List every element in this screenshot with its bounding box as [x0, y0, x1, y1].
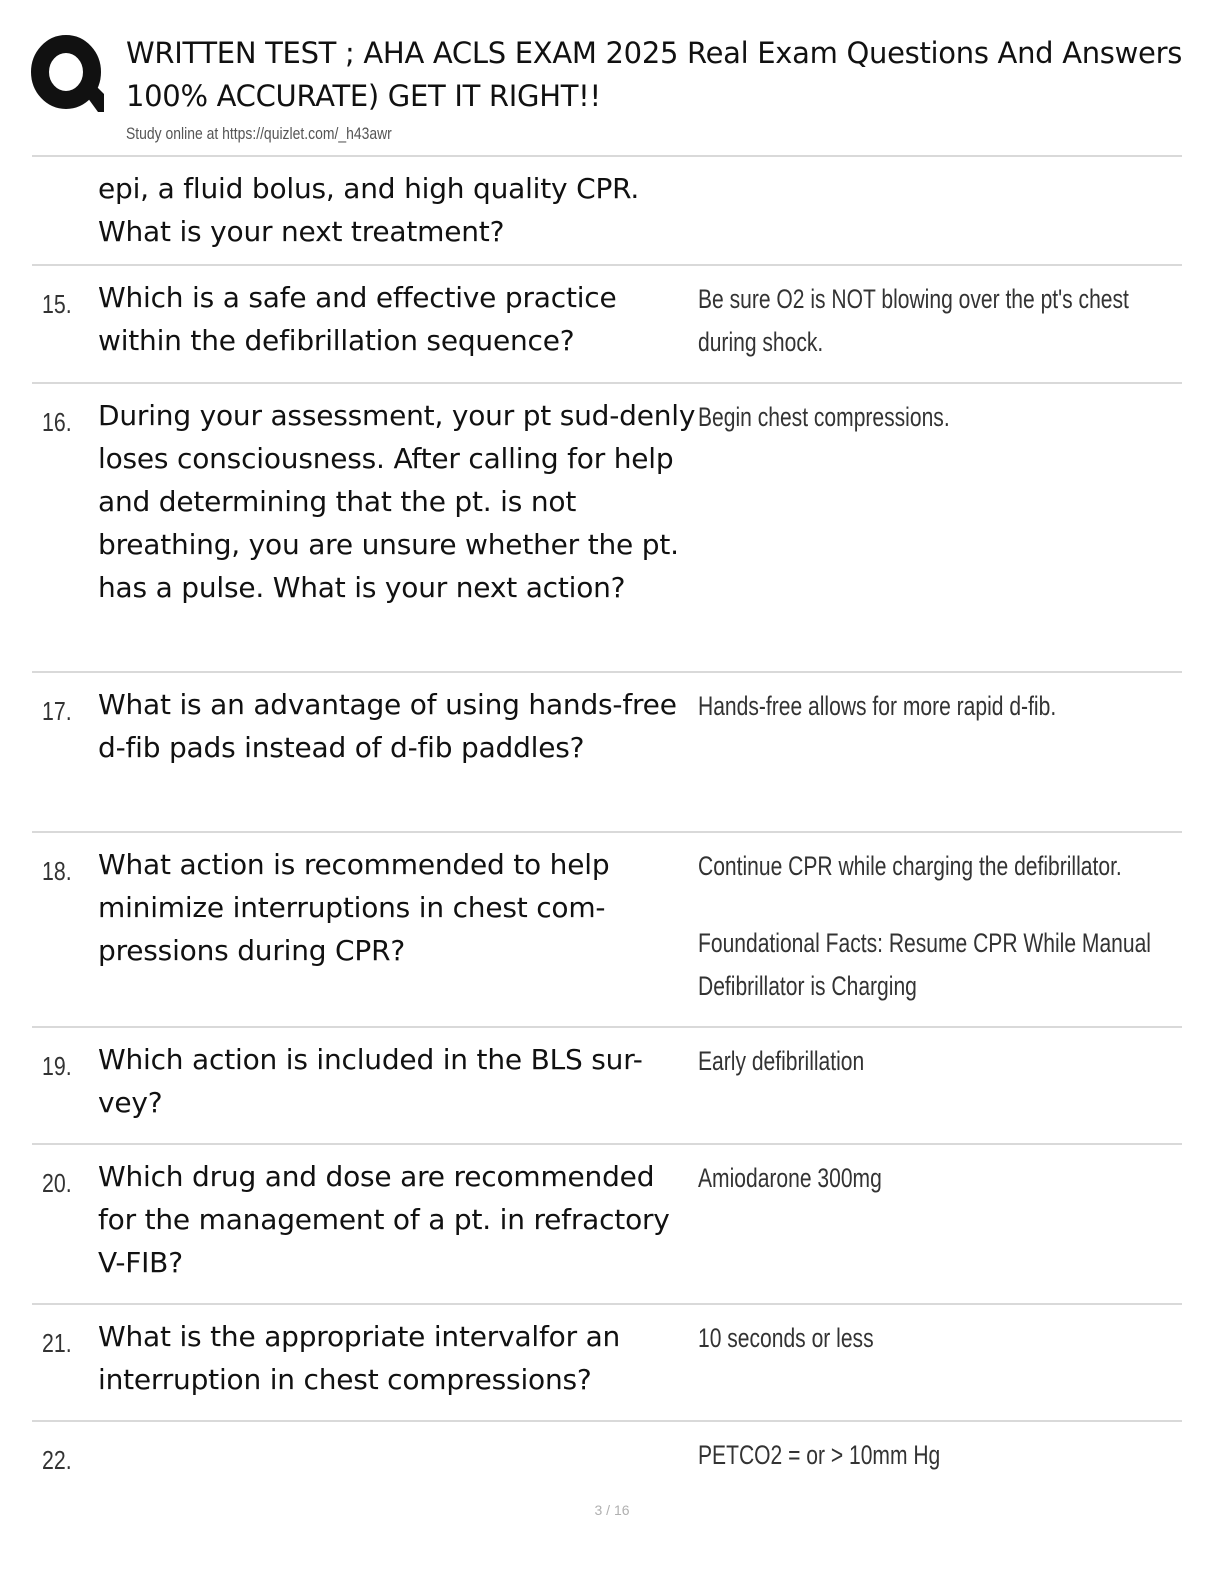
page-number: 3 / 16 — [594, 1502, 630, 1518]
flashcard-list — [32, 155, 1182, 1490]
card-number: 15. — [42, 289, 72, 319]
flashcard-row — [32, 671, 1182, 831]
card-answer — [698, 1434, 1198, 1477]
card-question: epi, a fluid bolus, and high quality CPR. What is your next treatment? — [98, 172, 640, 248]
card-question: What is the appropriate intervalfor an interruption in chest compressions? — [98, 1320, 621, 1396]
card-number: 20. — [42, 1168, 72, 1198]
card-number: 16. — [42, 407, 72, 437]
card-answer — [698, 685, 1198, 728]
card-question: Which is a safe and effective practice within the defibrillation sequence? — [98, 281, 617, 357]
answer-line: Early defibrillation — [698, 1046, 865, 1076]
card-question: Which action is included in the BLS sur-vey? — [98, 1043, 643, 1119]
answer-note-line: Foundational Facts: Resume CPR While Manual — [698, 928, 1151, 958]
card-answer — [698, 1040, 1198, 1083]
quizlet-q-logo-icon — [30, 34, 106, 114]
card-question: What action is recommended to help minimize interruptions in chest com-pressions during CPR? — [98, 848, 610, 967]
flashcard-row — [32, 1143, 1182, 1303]
card-question: Which drug and dose are recommended for the management of a pt. in refractory V-FIB? — [98, 1160, 670, 1279]
card-number: 18. — [42, 856, 72, 886]
card-answer — [698, 396, 1198, 439]
answer-line: during shock. — [698, 327, 824, 357]
flashcard-row — [32, 264, 1182, 382]
study-online-link[interactable]: Study online at https://quizlet.com/_h43awr — [126, 124, 392, 143]
card-answer — [698, 845, 1198, 1008]
card-question: What is an advantage of using hands-free d-fib pads instead of d-fib paddles? — [98, 688, 677, 764]
card-number: 22. — [42, 1445, 72, 1475]
flashcard-row — [32, 1420, 1182, 1490]
answer-line: Hands-free allows for more rapid d-fib. — [698, 691, 1057, 721]
card-answer — [698, 1317, 1198, 1360]
page-header — [0, 0, 1224, 160]
answer-line: Amiodarone 300mg — [698, 1163, 882, 1193]
flashcard-row — [32, 1303, 1182, 1420]
answer-line: Begin chest compressions. — [698, 402, 950, 432]
document-title — [126, 32, 1224, 118]
card-answer — [698, 1157, 1198, 1200]
answer-line: PETCO2 = or > 10mm Hg — [698, 1440, 941, 1470]
title-line-1: WRITTEN TEST ; AHA ACLS EXAM 2025 Real Exam Questions And Answers — [126, 36, 1183, 70]
card-answer — [698, 278, 1198, 364]
title-line-2: 100% ACCURATE) GET IT RIGHT!! — [126, 79, 601, 113]
answer-line: 10 seconds or less — [698, 1323, 874, 1353]
card-question: During your assessment, your pt sud-denly loses consciousness. After calling for help and determining that the pt. is not breathing, you are unsure whether the pt. has a pulse. What is your next action? — [98, 399, 696, 604]
flashcard-row — [32, 1026, 1182, 1143]
answer-note-line: Defibrillator is Charging — [698, 971, 917, 1001]
answer-line: Be sure O2 is NOT blowing over the pt's chest — [698, 284, 1129, 314]
card-number: 17. — [42, 696, 72, 726]
flashcard-row — [32, 382, 1182, 671]
answer-line: Continue CPR while charging the defibrillator. — [698, 851, 1122, 881]
card-number: 21. — [42, 1328, 72, 1358]
flashcard-row — [32, 155, 1182, 264]
card-number: 19. — [42, 1051, 72, 1081]
flashcard-row — [32, 831, 1182, 1026]
